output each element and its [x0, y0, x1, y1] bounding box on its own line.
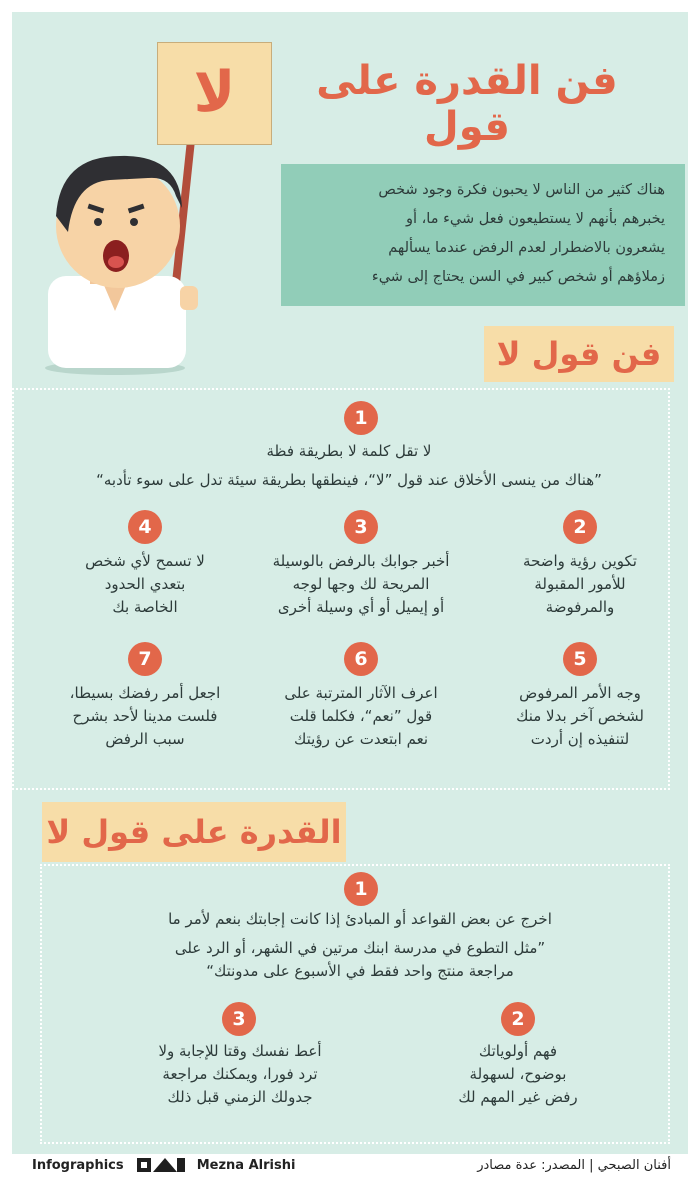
item-text: ”هناك من ينسى الأخلاق عند قول ”لا“، فينطقها بطريقة سيئة تدل على سوء تأدبه“: [96, 471, 602, 489]
item-text: أو إيميل أو أي وسيلة أخرى: [277, 598, 445, 616]
item-text: نعم ابتعدت عن رؤيتك: [294, 730, 428, 748]
footer-credit: أفنان الصبحي | المصدر: عدة مصادر: [477, 1158, 671, 1173]
item-text: اعرف الآثار المترتبة على: [284, 684, 438, 702]
section2-item-2: [418, 1040, 618, 1109]
item-text: سبب الرفض: [105, 730, 185, 748]
step-number: 1: [344, 401, 378, 435]
item-text: فلست مدينا لأحد بشرح: [72, 707, 218, 725]
section1-item-4: [50, 550, 240, 619]
item-text: رفض غير المهم لك: [458, 1088, 578, 1106]
page-title: فن القدرة على قول: [316, 58, 618, 150]
intro-line: هناك كثير من الناس لا يحبون فكرة وجود شخص: [378, 182, 665, 198]
step-number: 3: [344, 510, 378, 544]
item-text: تكوين رؤية واضحة: [523, 552, 637, 570]
item-text: لشخص آخر بدلا منك: [516, 707, 644, 725]
step-number: 1: [344, 872, 378, 906]
step-number: 4: [128, 510, 162, 544]
infographics-label: Infographics: [32, 1158, 124, 1173]
step-number: 5: [563, 642, 597, 676]
item-text: وجه الأمر المرفوض: [519, 684, 641, 702]
step-number: 2: [501, 1002, 535, 1036]
item-text: المريحة لك وجها لوجه: [292, 575, 430, 593]
item-text: أعط نفسك وقتا للإجابة ولا: [158, 1042, 322, 1060]
item-text: مراجعة منتج واحد فقط في الأسبوع على مدونتك“: [206, 962, 514, 980]
step-number: 3: [222, 1002, 256, 1036]
section2-item-1: [60, 908, 660, 983]
section1-item-6: [248, 682, 474, 751]
angry-man-illustration: [30, 136, 200, 376]
section2-item-3: [120, 1040, 360, 1109]
step-number: 6: [344, 642, 378, 676]
section1-banner: فن قول لا: [484, 326, 674, 382]
section1-item-3: [248, 550, 474, 619]
item-text: لتنفيذه إن أردت: [530, 730, 630, 748]
step-number: 2: [563, 510, 597, 544]
intro-line: زملاؤهم أو شخص كبير في السن يحتاج إلى شيء: [371, 269, 665, 285]
section2-banner: القدرة على قول لا: [42, 802, 346, 862]
intro-line: يشعرون بالاضطرار لعدم الرفض عندما يسألهم: [388, 240, 665, 256]
item-text: الخاصة بك: [112, 598, 178, 616]
intro-panel: [281, 164, 685, 306]
step-number: 7: [128, 642, 162, 676]
item-text: ترد فورا، ويمكنك مراجعة: [162, 1065, 318, 1083]
intro-line: يخبرهم بأنهم لا يستطيعون فعل شيء ما، أو: [405, 211, 665, 227]
no-sign: لا: [157, 42, 272, 145]
makkah-logo-icon: [135, 1152, 187, 1178]
item-text: لا تقل كلمة لا بطريقة فظة: [266, 442, 432, 460]
item-text: ”مثل التطوع في مدرسة ابنك مرتين في الشهر، أو الرد على: [174, 939, 546, 957]
item-text: قول ”نعم“، فكلما قلت: [289, 707, 433, 725]
section1-item-2: [480, 550, 680, 619]
section1-item-7: [50, 682, 240, 751]
item-text: اخرج عن بعض القواعد أو المبادئ إذا كانت إجابتك بنعم لأمر ما: [168, 910, 552, 928]
item-text: لا تسمح لأي شخص: [85, 552, 205, 570]
section1-item-5: [480, 682, 680, 751]
item-text: بتعدي الحدود: [104, 575, 186, 593]
item-text: أخبر جوابك بالرفض بالوسيلة: [272, 552, 450, 570]
item-text: جدولك الزمني قبل ذلك: [167, 1088, 313, 1106]
section1-item-1: [40, 440, 658, 492]
item-text: والمرفوضة: [545, 598, 615, 616]
item-text: اجعل أمر رفضك بسيطا،: [69, 684, 221, 702]
item-text: للأمور المقبولة: [534, 575, 626, 593]
item-text: فهم أولوياتك: [478, 1042, 558, 1060]
item-text: بوضوح، لسهولة: [469, 1065, 567, 1083]
author-name: Mezna Alrishi: [196, 1158, 296, 1173]
